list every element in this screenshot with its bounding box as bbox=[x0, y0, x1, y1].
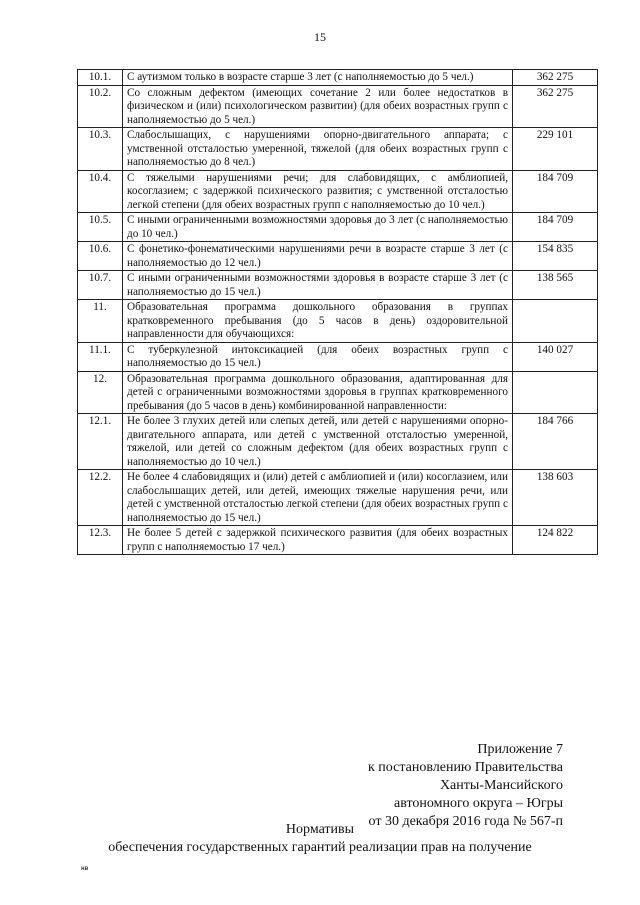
row-description: С тяжелыми нарушениями речи; для слабовидящих, с амблиопией, косоглазием; с задержкой психического развития; с умственной отсталостью легкой степени (для обеих возрастных групп с наполняемостью до 10 чел.) bbox=[123, 170, 513, 213]
table-row bbox=[78, 170, 598, 213]
row-value: 362 275 bbox=[513, 85, 598, 128]
appendix-title: Приложение 7 bbox=[477, 742, 563, 757]
row-description: Образовательная программа дошкольного образования, адаптированная для детей с ограниченными возможностями здоровья в группах кратковременного пребывания (до 5 часов в день) комбинированной направленности: bbox=[123, 371, 513, 414]
row-number: 10.2. bbox=[78, 85, 123, 128]
table-row bbox=[78, 414, 598, 470]
row-description: Образовательная программа дошкольного образования в группах кратковременного пребывания (до 5 часов в день) оздоровительной направленности для обучающихся: bbox=[123, 300, 513, 343]
row-value: 362 275 bbox=[513, 70, 598, 86]
row-description: Не более 4 слабовидящих и (или) детей с амблиопией и (или) косоглазием, или слабослышащих детей, или детей, имеющих тяжелые нарушения речи, или детей с умственной отсталостью легкой степени (для обеих возрастных групп с наполняемостью до 15 чел.) bbox=[123, 470, 513, 526]
section-title-main: Нормативы bbox=[285, 822, 355, 837]
section-title-sub: обеспечения государственных гарантий реализации прав на получение bbox=[108, 840, 532, 855]
appendix-block bbox=[368, 741, 563, 831]
row-value: 184 709 bbox=[513, 213, 598, 242]
table-row bbox=[78, 371, 598, 414]
row-description: Не более 3 глухих детей или слепых детей, или детей с нарушениями опорно-двигательного аппарата, или детей с умственной отсталостью умеренной, тяжелой, или детей со сложным дефектом (для обеих возрастных групп с наполняемостью до 10 чел.) bbox=[123, 414, 513, 470]
table-row bbox=[78, 128, 598, 171]
row-number: 10.3. bbox=[78, 128, 123, 171]
row-value bbox=[513, 371, 598, 414]
row-description: Слабослышащих, с нарушениями опорно-двигательного аппарата; с умственной отсталостью умеренной, тяжелой (для обеих возрастных групп с наполняемостью до 8 чел.) bbox=[123, 128, 513, 171]
row-description: С фонетико-фонематическими нарушениями речи в возрасте старше 3 лет (с наполняемостью до 12 чел.) bbox=[123, 242, 513, 271]
row-value: 229 101 bbox=[513, 128, 598, 171]
row-value: 140 027 bbox=[513, 342, 598, 371]
table-row bbox=[78, 85, 598, 128]
row-number: 10.5. bbox=[78, 213, 123, 242]
table-row bbox=[78, 526, 598, 555]
norms-table-body bbox=[78, 70, 598, 555]
stamp-mark: нв bbox=[81, 866, 89, 872]
row-number: 12. bbox=[78, 371, 123, 414]
table-row bbox=[78, 342, 598, 371]
appendix-region: Ханты-Мансийского bbox=[439, 778, 563, 793]
row-value: 184 709 bbox=[513, 170, 598, 213]
row-description: С аутизмом только в возрасте старше 3 лет (с наполняемостью до 5 чел.) bbox=[123, 70, 513, 86]
appendix-date: от 30 декабря 2016 года № 567-п bbox=[368, 814, 563, 829]
table-row bbox=[78, 470, 598, 526]
row-value: 184 766 bbox=[513, 414, 598, 470]
row-number: 11.1. bbox=[78, 342, 123, 371]
table-row bbox=[78, 300, 598, 343]
row-number: 10.7. bbox=[78, 271, 123, 300]
section-title bbox=[0, 821, 640, 857]
row-value bbox=[513, 300, 598, 343]
row-number: 12.2. bbox=[78, 470, 123, 526]
row-value: 154 835 bbox=[513, 242, 598, 271]
table-row bbox=[78, 271, 598, 300]
table-row bbox=[78, 70, 598, 86]
row-number: 12.3. bbox=[78, 526, 123, 555]
row-value: 138 603 bbox=[513, 470, 598, 526]
appendix-region-cont: автономного округа – Югры bbox=[394, 796, 563, 811]
row-number: 11. bbox=[78, 300, 123, 343]
appendix-resolution: к постановлению Правительства bbox=[367, 760, 563, 775]
row-number: 10.6. bbox=[78, 242, 123, 271]
row-description: С туберкулезной интоксикацией (для обеих возрастных групп с наполняемостью до 15 чел.) bbox=[123, 342, 513, 371]
row-description: Со сложным дефектом (имеющих сочетание 2 или более недостатков в физическом и (или) психологическом развитии) (для обеих возрастных групп с наполняемостью до 5 чел.) bbox=[123, 85, 513, 128]
row-description: С иными ограниченными возможностями здоровья в возрасте старше 3 лет (с наполняемостью до 15 чел.) bbox=[123, 271, 513, 300]
row-value: 124 822 bbox=[513, 526, 598, 555]
row-number: 12.1. bbox=[78, 414, 123, 470]
page-number: 15 bbox=[314, 30, 326, 44]
row-value: 138 565 bbox=[513, 271, 598, 300]
row-description: Не более 5 детей с задержкой психического развития (для обеих возрастных групп с наполняемостью 17 чел.) bbox=[123, 526, 513, 555]
row-number: 10.1. bbox=[78, 70, 123, 86]
table-row bbox=[78, 242, 598, 271]
norms-table bbox=[77, 69, 598, 555]
row-number: 10.4. bbox=[78, 170, 123, 213]
row-description: С иными ограниченными возможностями здоровья до 3 лет (с наполняемостью до 10 чел.) bbox=[123, 213, 513, 242]
table-row bbox=[78, 213, 598, 242]
